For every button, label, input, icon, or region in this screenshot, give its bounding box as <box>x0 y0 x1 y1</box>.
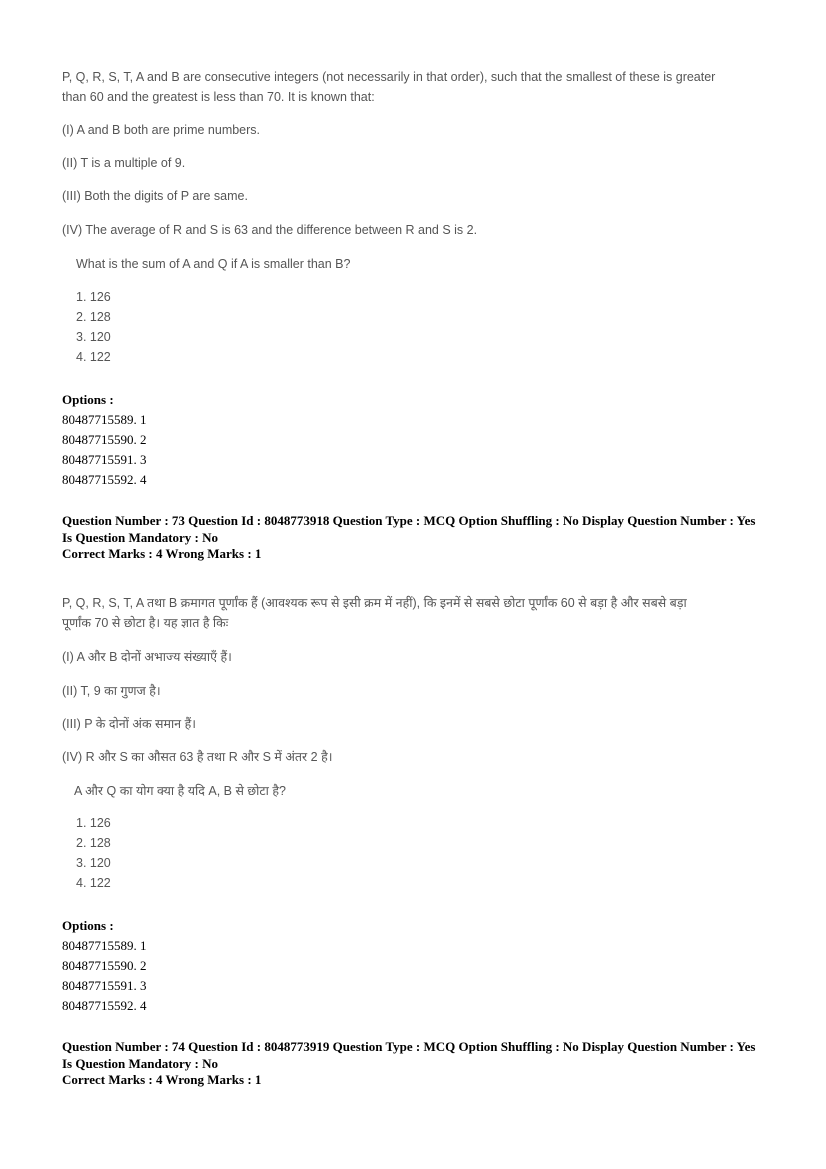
condition-3: (III) Both the digits of P are same. <box>62 189 248 203</box>
question-2-text <box>62 0 782 900</box>
option-item: 80487715592. 4 <box>62 472 147 487</box>
question-prompt: What is the sum of A and Q if A is smaller than B? <box>76 257 351 271</box>
options-heading: Options : <box>62 392 114 407</box>
condition-1: (I) A और B दोनों अभाज्य संख्याएँ हैं। <box>62 650 232 664</box>
option-item: 80487715591. 3 <box>62 978 147 993</box>
condition-4: (IV) The average of R and S is 63 and the difference between R and S is 2. <box>62 223 478 237</box>
question-intro-line: पूर्णांक 70 से छोटा है। यह ज्ञात है किः <box>62 616 229 630</box>
option-item: 80487715592. 4 <box>62 998 147 1013</box>
question-meta-74 <box>62 1039 782 1089</box>
question-mandatory: Is Question Mandatory : No <box>62 529 219 545</box>
option-item: 80487715589. 1 <box>62 938 147 953</box>
question-meta-line: Question Number : 74 Question Id : 8048773919 Question Type : MCQ Option Shuffling : No Display Question Number : Yes <box>62 1039 756 1054</box>
options-list-2 <box>62 916 147 1016</box>
condition-2: (II) T is a multiple of 9. <box>62 156 186 170</box>
choice-1: 1. 126 <box>76 290 111 304</box>
question-prompt: A और Q का योग क्या है यदि A, B से छोटा है? <box>74 784 286 798</box>
question-meta-line: Question Number : 73 Question Id : 8048773918 Question Type : MCQ Option Shuffling : No Display Question Number : Yes <box>62 513 756 528</box>
marks-line: Correct Marks : 4 Wrong Marks : 1 <box>62 546 262 561</box>
condition-1: (I) A and B both are prime numbers. <box>62 123 261 137</box>
choice-3: 3. 120 <box>76 330 111 344</box>
marks-line: Correct Marks : 4 Wrong Marks : 1 <box>62 1072 262 1087</box>
question-intro-line: than 60 and the greatest is less than 70. It is known that: <box>62 90 375 104</box>
choice-2: 2. 128 <box>76 836 111 850</box>
choice-1: 1. 126 <box>76 816 111 830</box>
question-intro-line: P, Q, R, S, T, A तथा B क्रमागत पूर्णांक हैं (आवश्यक रूप से इसी क्रम में नहीं), कि इनमें से सबसे छोटा पूर्णांक 60 से बड़ा है और सबसे बड़ा <box>62 596 687 610</box>
choice-3: 3. 120 <box>76 856 111 870</box>
question-mandatory: Is Question Mandatory : No <box>62 1055 219 1071</box>
option-item: 80487715591. 3 <box>62 452 147 467</box>
choice-4: 4. 122 <box>76 350 111 364</box>
condition-4: (IV) R और S का औसत 63 है तथा R और S में अंतर 2 है। <box>62 750 333 764</box>
option-item: 80487715590. 2 <box>62 958 147 973</box>
choice-4: 4. 122 <box>76 876 111 890</box>
option-item: 80487715589. 1 <box>62 412 147 427</box>
condition-3: (III) P के दोनों अंक समान हैं। <box>62 717 196 731</box>
option-item: 80487715590. 2 <box>62 432 147 447</box>
choice-2: 2. 128 <box>76 310 111 324</box>
question-intro-line: P, Q, R, S, T, A and B are consecutive integers (not necessarily in that order), such that the smallest of these is greater <box>62 70 716 84</box>
options-heading: Options : <box>62 918 114 933</box>
condition-2: (II) T, 9 का गुणज है। <box>62 684 161 698</box>
